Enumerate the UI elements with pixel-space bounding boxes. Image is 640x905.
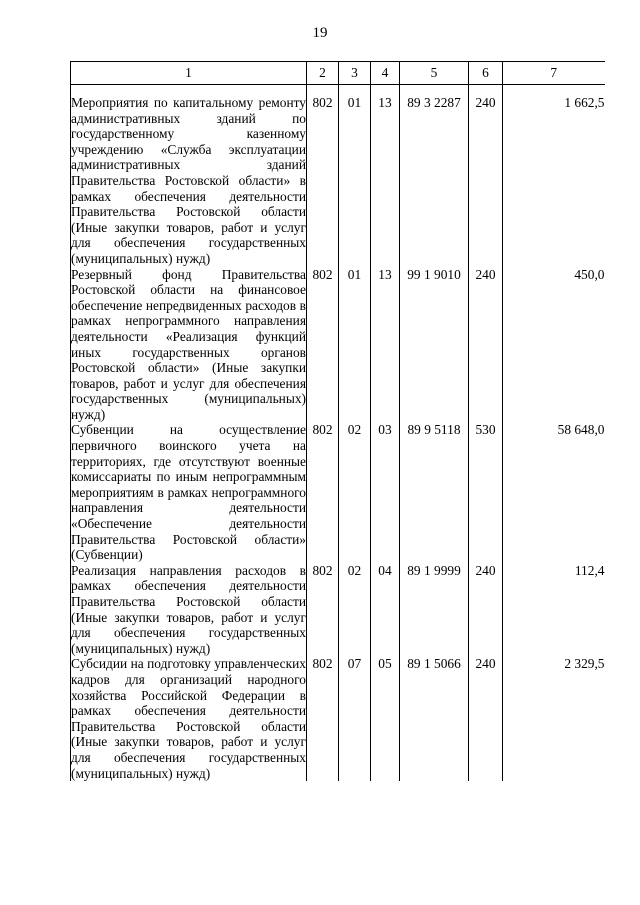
cell-c6: 240 (469, 656, 503, 781)
cell-c6: 530 (469, 422, 503, 562)
cell-amount: 450,0 (503, 267, 605, 423)
table-row (71, 656, 605, 781)
cell-c6: 240 (469, 563, 503, 657)
row-description: Субсидии на подготовку управленческих кадров для организаций народного хозяйства Российской Федерации в рамках обеспечения деятельности Правительства Ростовской области (Иные закупки товаров, работ и услуг для обеспечения государственных (муниципальных) нужд) (71, 656, 306, 781)
col-header-4: 4 (371, 62, 400, 85)
cell-c4: 13 (371, 95, 400, 267)
cell-c3: 01 (339, 95, 371, 267)
budget-table (70, 61, 605, 781)
row-description: Субвенции на осуществление первичного воинского учета на территориях, где отсутствуют военные комиссариаты по иным непрограммным мероприятиям в рамках непрограммного направления деятельности «Обеспечение деятельности Правительства Ростовской области» (Субвенции) (71, 422, 306, 563)
header-row (71, 62, 605, 85)
cell-c5: 89 1 9999 (400, 563, 469, 657)
cell-c2: 802 (307, 422, 339, 562)
cell-c3: 01 (339, 267, 371, 423)
cell-c6: 240 (469, 267, 503, 423)
cell-c4: 05 (371, 656, 400, 781)
cell-amount: 112,4 (503, 563, 605, 657)
cell-c6: 240 (469, 95, 503, 267)
cell-amount: 1 662,5 (503, 95, 605, 267)
col-header-7: 7 (503, 62, 605, 85)
col-header-1: 1 (71, 62, 307, 85)
cell-c5: 89 3 2287 (400, 95, 469, 267)
row-description: Реализация направления расходов в рамках обеспечения деятельности Правительства Ростовской области (Иные закупки товаров, работ и услуг для обеспечения государственных (муниципальных) нужд) (71, 562, 306, 656)
table-row (71, 422, 605, 562)
table-row (71, 267, 605, 423)
cell-c4: 03 (371, 422, 400, 562)
col-header-3: 3 (339, 62, 371, 85)
cell-c4: 13 (371, 267, 400, 423)
row-description: Мероприятия по капитальному ремонту административных зданий по государственному казенному учреждению «Служба эксплуатации административных зданий Правительства Ростовской области» в рамках обеспечения деятельности Правительства Ростовской области (Иные закупки товаров, работ и услуг для обеспечения государственных (муниципальных) нужд) (71, 95, 306, 266)
row-description: Резервный фонд Правительства Ростовской области на финансовое обеспечение непредвиденных расходов в рамках непрограммного направления деятельности «Реализация функций иных государственных органов Ростовской области» (Иные закупки товаров, работ и услуг для обеспечения государственных (муниципальных) нужд) (71, 266, 306, 422)
cell-c3: 07 (339, 656, 371, 781)
cell-amount: 2 329,5 (503, 656, 605, 781)
cell-c5: 89 9 5118 (400, 422, 469, 562)
cell-c2: 802 (307, 95, 339, 267)
cell-c2: 802 (307, 267, 339, 423)
cell-c2: 802 (307, 656, 339, 781)
table-row (71, 563, 605, 657)
cell-c4: 04 (371, 563, 400, 657)
col-header-5: 5 (400, 62, 469, 85)
cell-c3: 02 (339, 422, 371, 562)
col-header-2: 2 (307, 62, 339, 85)
page-number: 19 (312, 25, 328, 41)
cell-c2: 802 (307, 563, 339, 657)
table-row (71, 95, 605, 267)
cell-amount: 58 648,0 (503, 422, 605, 562)
col-header-6: 6 (469, 62, 503, 85)
cell-c5: 89 1 5066 (400, 656, 469, 781)
cell-c5: 99 1 9010 (400, 267, 469, 423)
cell-c3: 02 (339, 563, 371, 657)
